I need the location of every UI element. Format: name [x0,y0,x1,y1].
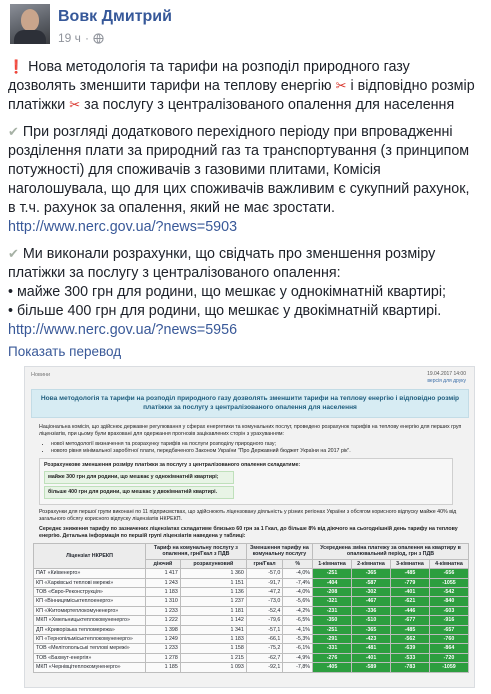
doc-title: Нова методологія та тарифи на розподіл природного газу дозволять зменшити тарифи на теплову енергію і відповідно розмір платіжки за послугу з централізованого опалення для населення [31,389,469,418]
author-name[interactable]: Вовк Дмитрий [58,8,172,25]
table-cell-name: КП «Харківські теплові мережі» [34,578,146,587]
table-cell-calc: 1 136 [180,588,246,597]
table-cell-pct: -4,0% [283,569,313,578]
th-licensee: Ліцензіат НКРЕКП [34,544,146,569]
table-cell-r4: -760 [429,635,468,644]
table-cell-name: ПАТ «Київенерго» [34,569,146,578]
th-calc: розрахунковий [180,559,246,568]
table-cell-uah: -73,0 [246,597,283,606]
table-cell-cur: 1 278 [146,653,181,662]
table-cell-r1: -276 [313,653,352,662]
table-cell-r3: -783 [390,663,429,672]
table-cell-cur: 1 243 [146,578,181,587]
table-row [34,606,469,615]
avatar-face [21,9,39,31]
post-paragraph-2 [8,123,478,237]
post-paragraph-1 [8,58,478,115]
th-current: діючий [146,559,181,568]
post-paragraph-3 [8,245,478,340]
table-cell-r3: -485 [390,625,429,634]
table-row [34,663,469,672]
table-cell-uah: -62,7 [246,653,283,662]
table-cell-r4: -864 [429,644,468,653]
table-cell-uah: -92,1 [246,663,283,672]
table-cell-r3: -446 [390,606,429,615]
table-cell-calc: 1 341 [180,625,246,634]
table-cell-r4: -657 [429,625,468,634]
paragraph-3-text: Ми виконали розрахунки, що свідчать про зменшення розміру платіжки за послугу з централізованого опалення: [8,246,436,281]
table-cell-cur: 1 222 [146,616,181,625]
doc-box-item: більше 400 грн для родини, що мешкає у двокімнатній квартирі. [44,486,234,499]
table-cell-calc: 1 215 [180,653,246,662]
table-cell-name: МКП «Чернівцітеплокомуненерго» [34,663,146,672]
table-cell-name: ТОВ «Бахмут-енергія» [34,653,146,662]
check-icon: ✔ [8,124,19,139]
th-tariff: Тариф на комунальну послугу з опалення, грн/Гкал з ПДВ [146,544,247,560]
th-change: Зменшення тарифу на комунальну послугу [246,544,312,560]
table-row [34,597,469,606]
table-cell-r2: -302 [352,588,391,597]
table-cell-uah: -66,1 [246,635,283,644]
table-cell-uah: -57,1 [246,625,283,634]
th-3room: 3-кімнатна [390,559,429,568]
table-cell-uah: -47,2 [246,588,283,597]
table-cell-r2: -589 [352,663,391,672]
table-cell-r1: -321 [313,597,352,606]
table-cell-r2: -423 [352,635,391,644]
table-cell-pct: -4,2% [283,606,313,615]
table-cell-r1: -350 [313,616,352,625]
attached-image[interactable] [24,366,475,688]
table-cell-name: ТОВ «Мелітопольські теплові мережі» [34,644,146,653]
doc-section: Новини [31,372,51,378]
table-cell-pct: -4,9% [283,653,313,662]
table-cell-r2: -365 [352,569,391,578]
table-cell-r2: -481 [352,644,391,653]
doc-body [39,424,463,543]
table-row [34,588,469,597]
table-row [34,578,469,587]
paragraph-1-end: за послугу з централізованого опалення для населення [84,97,455,113]
doc-bullet: • нової методології визначення та розрахунку тарифів на послуги розподілу природного газу; [51,441,463,448]
table-cell-r4: -603 [429,606,468,615]
table-cell-cur: 1 183 [146,588,181,597]
table-cell-r2: -510 [352,616,391,625]
exclamation-icon: ❗ [8,59,25,74]
table-cell-r3: -401 [390,588,429,597]
table-cell-r4: -916 [429,616,468,625]
globe-icon[interactable] [93,33,104,44]
th-average: Усереднена зміна платежу за опалення на квартиру в опалювальний період, грн з ПДВ [313,544,469,560]
doc-average: Середнє зниження тарифу по зазначених ліцензіатах складатиме близько 60 грн за 1 Гкал, до більше 8% від діючого на сьогоднішній день тарифу на теплову енергію. Детальна інформація по першій групі ліцензіатів наведена у таблиці: [39,526,458,539]
table-cell-uah: -79,6 [246,616,283,625]
table-cell-uah: -75,2 [246,644,283,653]
table-cell-r2: -467 [352,597,391,606]
table-cell-r3: -562 [390,635,429,644]
doc-print-link: версія для друку [427,378,466,384]
table-cell-r3: -677 [390,616,429,625]
table-cell-calc: 1 360 [180,569,246,578]
doc-date: 19.04.2017 14:00 [427,371,466,377]
table-cell-pct: -4,0% [283,588,313,597]
th-2room: 2-кімнатна [352,559,391,568]
table-cell-name: КП «Вінницяміськтеплоенерго» [34,597,146,606]
th-pct: % [283,559,313,568]
table-row [34,644,469,653]
doc-bullets [51,441,463,455]
table-cell-r4: -542 [429,588,468,597]
doc-bullet: • нового рівня мінімальної заробітної плати, передбаченого Законом України "Про Державний бюджет України на 2017 рік". [51,448,463,455]
table-row [34,569,469,578]
show-translation-link[interactable]: Показать перевод [8,344,122,359]
table-cell-r4: -720 [429,653,468,662]
table-cell-name: КП «Тернопільміськтеплокомуненерго» [34,635,146,644]
table-cell-calc: 1 093 [180,663,246,672]
table-cell-r4: -1059 [429,663,468,672]
post-time[interactable]: 19 ч [58,31,81,45]
table-cell-pct: -6,5% [283,616,313,625]
table-cell-r1: -208 [313,588,352,597]
table-row [34,653,469,662]
table-cell-pct: -7,4% [283,578,313,587]
paragraph-1-mid: і відповідно розмір платіжки [8,78,475,113]
table-cell-cur: 1 185 [146,663,181,672]
table-row [34,625,469,634]
scissors-icon: ✂ [335,78,347,93]
table-cell-r3: -639 [390,644,429,653]
doc-box-heading: Розрахункове зменшення розміру платіжки за послугу з централізованого опалення складатиме: [44,462,301,468]
table-cell-name: ТОВ «Євро-Реконструкція» [34,588,146,597]
paragraph-1-text: Нова методологія та тарифи на розподіл природного газу дозволять зменшити тарифи на теплову енергію [8,59,410,94]
table-cell-calc: 1 183 [180,635,246,644]
table-cell-r1: -251 [313,625,352,634]
table-cell-name: МКП «Хмельницьктеплокомуненерго» [34,616,146,625]
check-icon: ✔ [8,246,19,261]
table-cell-r1: -291 [313,635,352,644]
avatar[interactable] [10,4,50,44]
table-cell-r1: -231 [313,606,352,615]
tariff-table-body [34,569,469,672]
table-cell-r3: -779 [390,578,429,587]
table-cell-uah: -52,4 [246,606,283,615]
table-cell-uah: -57,0 [246,569,283,578]
table-cell-r3: -621 [390,597,429,606]
table-cell-pct: -5,3% [283,635,313,644]
table-row [34,616,469,625]
table-cell-name: ДП «Криворізька тепломережа» [34,625,146,634]
table-cell-pct: -4,1% [283,625,313,634]
scissors-icon: ✂ [69,97,81,112]
table-cell-pct: -5,6% [283,597,313,606]
table-cell-r1: -331 [313,644,352,653]
table-cell-calc: 1 158 [180,644,246,653]
table-cell-calc: 1 151 [180,578,246,587]
table-cell-calc: 1 142 [180,616,246,625]
table-cell-pct: -6,1% [283,644,313,653]
th-1room: 1-кімнатна [313,559,352,568]
th-uah: грн/Гкал [246,559,283,568]
doc-summary-box [39,458,453,505]
table-cell-r4: -840 [429,597,468,606]
table-cell-r2: -401 [352,653,391,662]
post-meta [58,31,104,45]
post-header [8,4,483,50]
table-cell-r1: -251 [313,569,352,578]
table-cell-r4: -656 [429,569,468,578]
table-row [34,635,469,644]
table-cell-cur: 1 417 [146,569,181,578]
table-cell-r1: -404 [313,578,352,587]
table-cell-r2: -365 [352,625,391,634]
news-link-5903[interactable]: http://www.nerc.gov.ua/?news=5903 [8,219,238,235]
paragraph-2-text: При розгляді додаткового перехідного періоду при впровадженні розділення плати за природний газ та транспортування (з принципом потужності) для споживачів з газовими плитами, Комісія наголошувала, що для цих споживачів важливим є сукупний рахунок, в т.ч. рахунок за опалення, який не має зростати. [8,124,470,216]
doc-box-item: майже 300 грн для родини, що мешкає у однокімнатній квартирі; [44,471,234,484]
table-cell-calc: 1 237 [180,597,246,606]
table-cell-r1: -405 [313,663,352,672]
doc-intro: Національна комісія, що здійснює державне регулювання у сферах енергетики та комунальних послуг, проведено розрахунок тарифів на теплову енергію для перших груп ліцензіатів, при цьому були враховані для одержання прогнозів зацікавлених сторін з урахуванням: [39,424,462,437]
table-cell-calc: 1 181 [180,606,246,615]
table-cell-cur: 1 233 [146,606,181,615]
bullet-two-room: • більше 400 грн для родини, що мешкає у двокімнатній квартирі. [8,303,442,319]
table-cell-r2: -587 [352,578,391,587]
table-cell-r2: -336 [352,606,391,615]
table-cell-cur: 1 398 [146,625,181,634]
table-cell-r3: -485 [390,569,429,578]
bullet-one-room: • майже 300 грн для родини, що мешкає у однокімнатній квартирі; [8,284,447,300]
tariff-table [33,543,469,673]
table-cell-cur: 1 233 [146,644,181,653]
meta-separator: · [84,31,89,45]
news-link-5956[interactable]: http://www.nerc.gov.ua/?news=5956 [8,322,238,338]
table-cell-cur: 1 249 [146,635,181,644]
table-cell-uah: -91,7 [246,578,283,587]
doc-summary: Розрахунки для першої групи виконані по 11 підприємствах, що здійснюють ліцензовану діяльність у різних регіонах України з обсягом корисного відпуску майже 40% від загального обсягу корисного відпуску ліцензіатів НКРЕКП. [39,509,457,522]
table-cell-r4: -1055 [429,578,468,587]
table-cell-cur: 1 310 [146,597,181,606]
avatar-suit [14,30,46,44]
table-cell-pct: -7,8% [283,663,313,672]
th-4room: 4-кімнатна [429,559,468,568]
table-cell-r3: -533 [390,653,429,662]
post-body [8,58,478,348]
table-cell-name: КП «Житомиртеплокомуненерго» [34,606,146,615]
